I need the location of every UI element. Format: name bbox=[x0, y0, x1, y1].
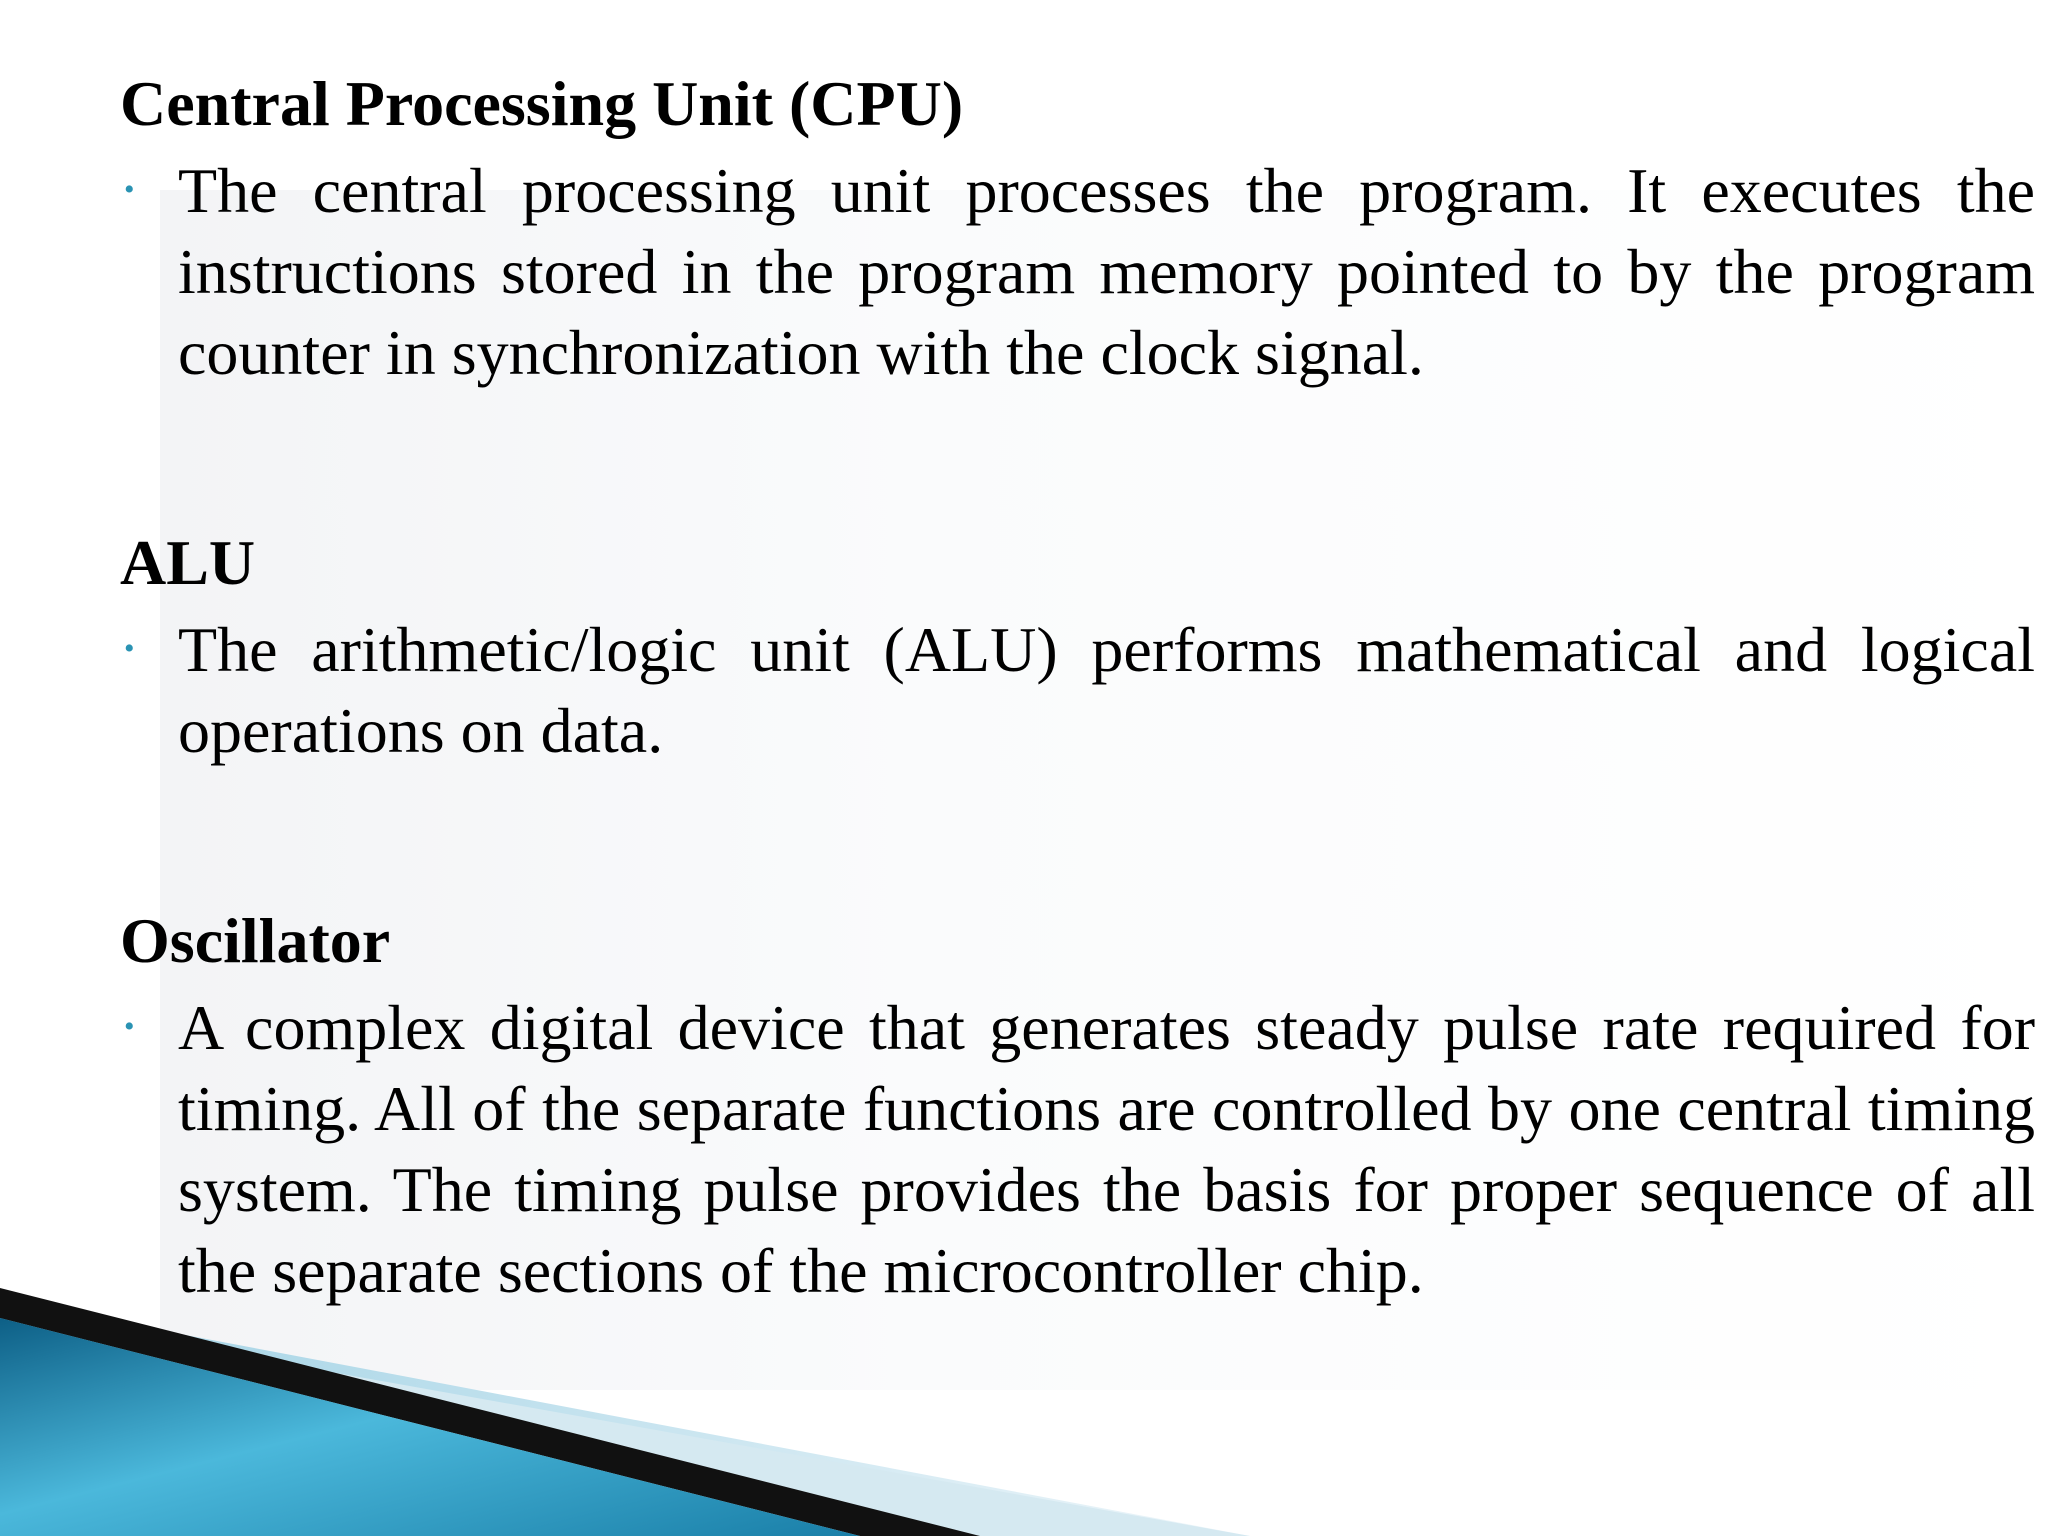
bullet-dot-icon: • bbox=[124, 632, 135, 665]
section-alu bbox=[120, 517, 2035, 771]
bullet-text-alu: The arithmetic/logic unit (ALU) performs mathematical and logical operations on data. bbox=[178, 614, 2035, 766]
bullet-item-oscillator bbox=[120, 987, 2035, 1311]
bullet-item-alu bbox=[120, 609, 2035, 771]
bullet-dot-icon: • bbox=[124, 1010, 135, 1043]
section-cpu bbox=[120, 58, 2035, 393]
heading-alu: ALU bbox=[120, 527, 256, 598]
bullet-text-oscillator: A complex digital device that generates steady pulse rate required for timing. All of the separate functions are controlled by one central timing system. The timing pulse provides the basis for proper sequence of all the separate sections of the microcontroller chip. bbox=[178, 992, 2035, 1306]
slide-content bbox=[120, 58, 2035, 1311]
bullet-item-cpu bbox=[120, 150, 2035, 393]
section-oscillator bbox=[120, 895, 2035, 1311]
bullet-dot-icon: • bbox=[124, 173, 135, 206]
bullet-text-cpu: The central processing unit processes the program. It executes the instructions stored in the program memory pointed to by the program counter in synchronization with the clock signal. bbox=[178, 155, 2035, 388]
heading-oscillator: Oscillator bbox=[120, 905, 391, 976]
heading-cpu: Central Processing Unit (CPU) bbox=[120, 68, 964, 139]
